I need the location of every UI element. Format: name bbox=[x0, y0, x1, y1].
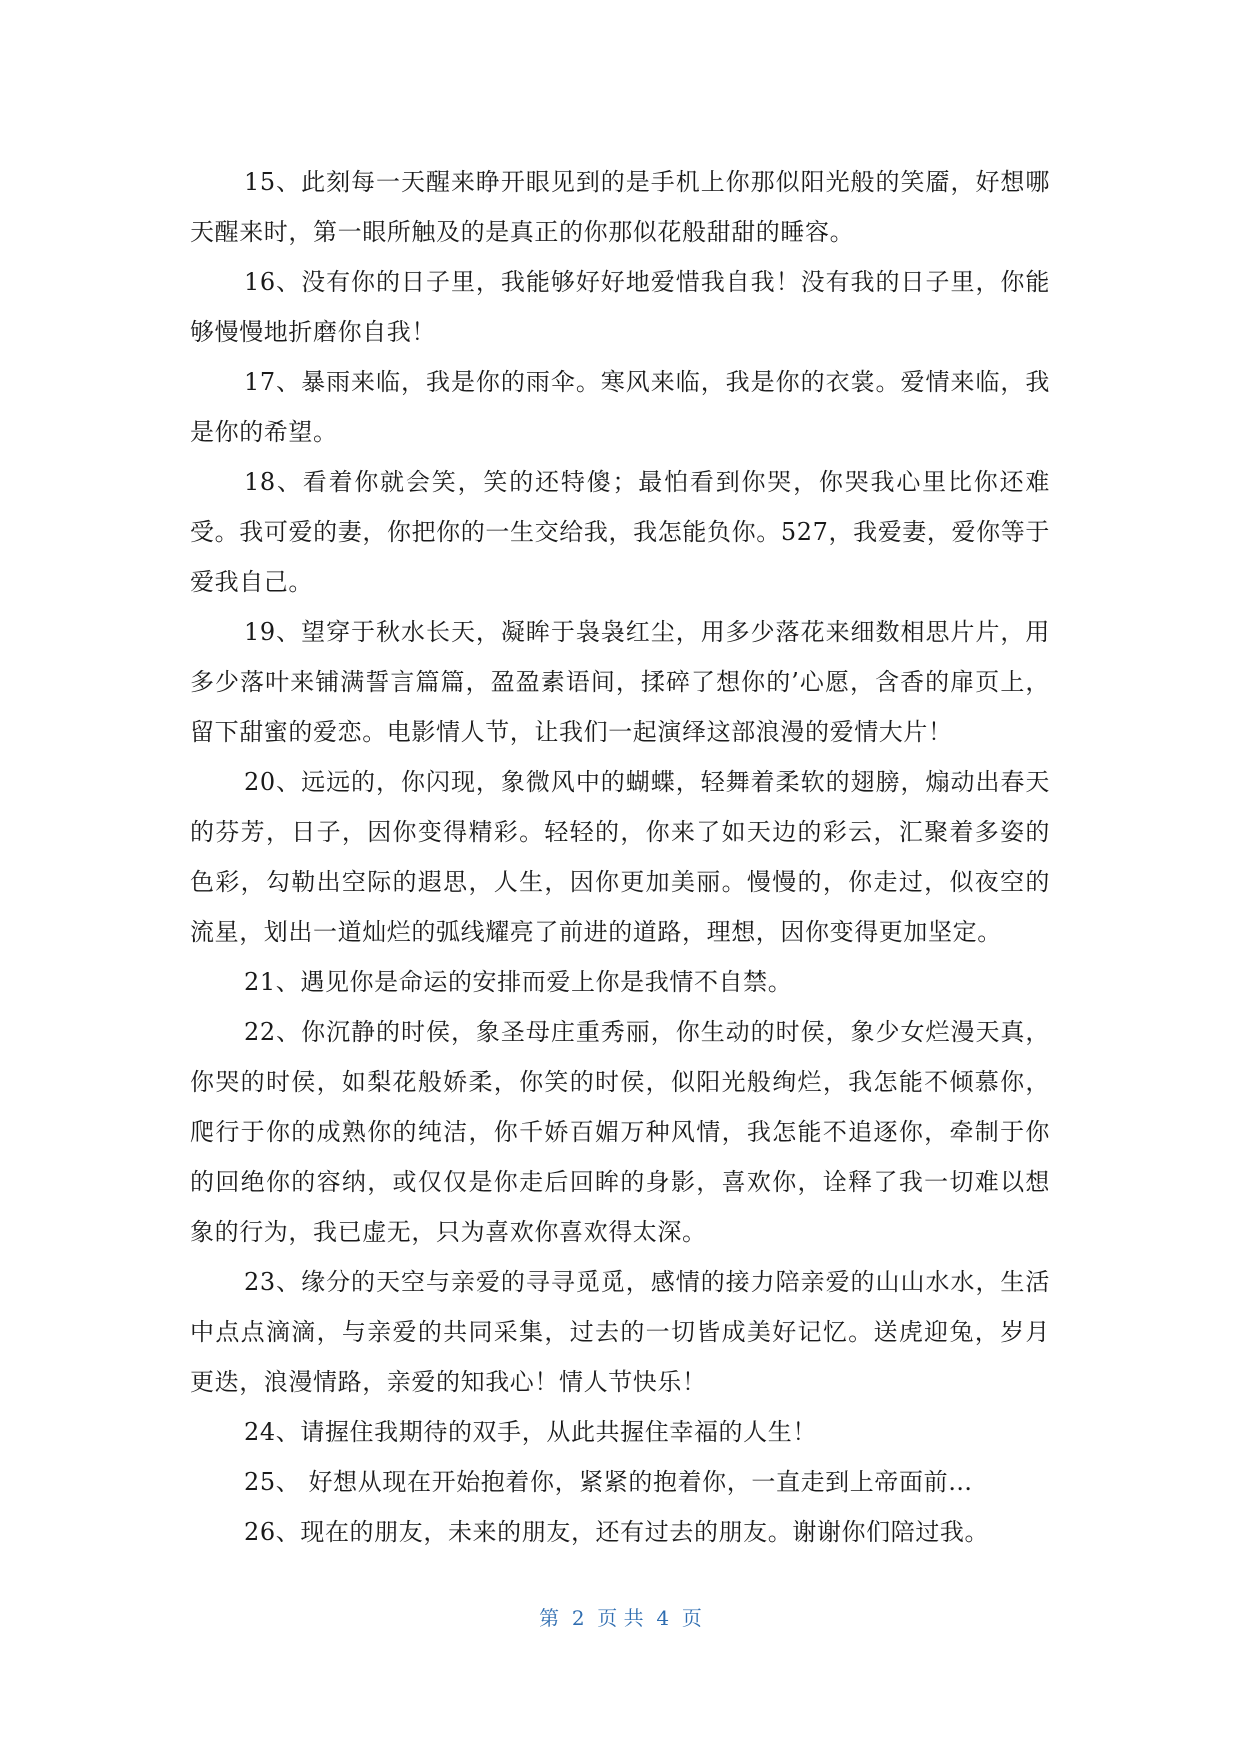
paragraph-18: 18、看着你就会笑，笑的还特傻；最怕看到你哭，你哭我心里比你还难受。我可爱的妻，你把你的一生交给我，我怎能负你。527，我爱妻，爱你等于爱我自己。 bbox=[190, 468, 1050, 596]
paragraph-21: 21、遇见你是命运的安排而爱上你是我情不自禁。 bbox=[244, 968, 793, 996]
paragraph-24: 24、请握住我期待的双手，从此共握住幸福的人生！ bbox=[244, 1418, 817, 1446]
document-body bbox=[190, 157, 1050, 1557]
paragraph-20: 20、远远的，你闪现，象微风中的蝴蝶，轻舞着柔软的翅膀，煽动出春天的芬芳，日子，因你变得精彩。轻轻的，你来了如天边的彩云，汇聚着多姿的色彩，勾勒出空际的遐思，人生，因你更加美丽。慢慢的，你走过，似夜空的流星，划出一道灿烂的弧线耀亮了前进的道路，理想，因你变得更加坚定。 bbox=[190, 768, 1050, 946]
paragraph-26: 26、现在的朋友，未来的朋友，还有过去的朋友。谢谢你们陪过我。 bbox=[244, 1518, 990, 1546]
paragraph-16: 16、没有你的日子里，我能够好好地爱惜我自我！没有我的日子里，你能够慢慢地折磨你自我！ bbox=[190, 268, 1050, 346]
paragraph-15: 15、此刻每一天醒来睁开眼见到的是手机上你那似阳光般的笑靥，好想哪天醒来时，第一眼所触及的是真正的你那似花般甜甜的睡容。 bbox=[190, 168, 1050, 246]
paragraph-25: 25、 好想从现在开始抱着你，紧紧的抱着你，一直走到上帝面前… bbox=[244, 1468, 973, 1496]
page-number-footer: 第 2 页 共 4 页 bbox=[539, 1606, 702, 1630]
paragraph-17: 17、暴雨来临，我是你的雨伞。寒风来临，我是你的衣裳。爱情来临，我是你的希望。 bbox=[190, 368, 1050, 446]
paragraph-22: 22、你沉静的时侯，象圣母庄重秀丽，你生动的时侯，象少女烂漫天真，你哭的时侯，如梨花般娇柔，你笑的时侯，似阳光般绚烂，我怎能不倾慕你，爬行于你的成熟你的纯洁，你千娇百媚万种风情，我怎能不追逐你，牵制于你的回绝你的容纳，或仅仅是你走后回眸的身影，喜欢你，诠释了我一切难以想象的行为，我已虚无，只为喜欢你喜欢得太深。 bbox=[190, 1018, 1050, 1246]
paragraph-19: 19、望穿于秋水长天，凝眸于袅袅红尘，用多少落花来细数相思片片，用多少落叶来铺满誓言篇篇，盈盈素语间，揉碎了想你的’心愿，含香的扉页上，留下甜蜜的爱恋。电影情人节，让我们一起演绎这部浪漫的爱情大片！ bbox=[190, 618, 1050, 746]
paragraph-23: 23、缘分的天空与亲爱的寻寻觅觅，感情的接力陪亲爱的山山水水，生活中点点滴滴，与亲爱的共同采集，过去的一切皆成美好记忆。送虎迎兔，岁月更迭，浪漫情路，亲爱的知我心！情人节快乐！ bbox=[190, 1268, 1050, 1396]
